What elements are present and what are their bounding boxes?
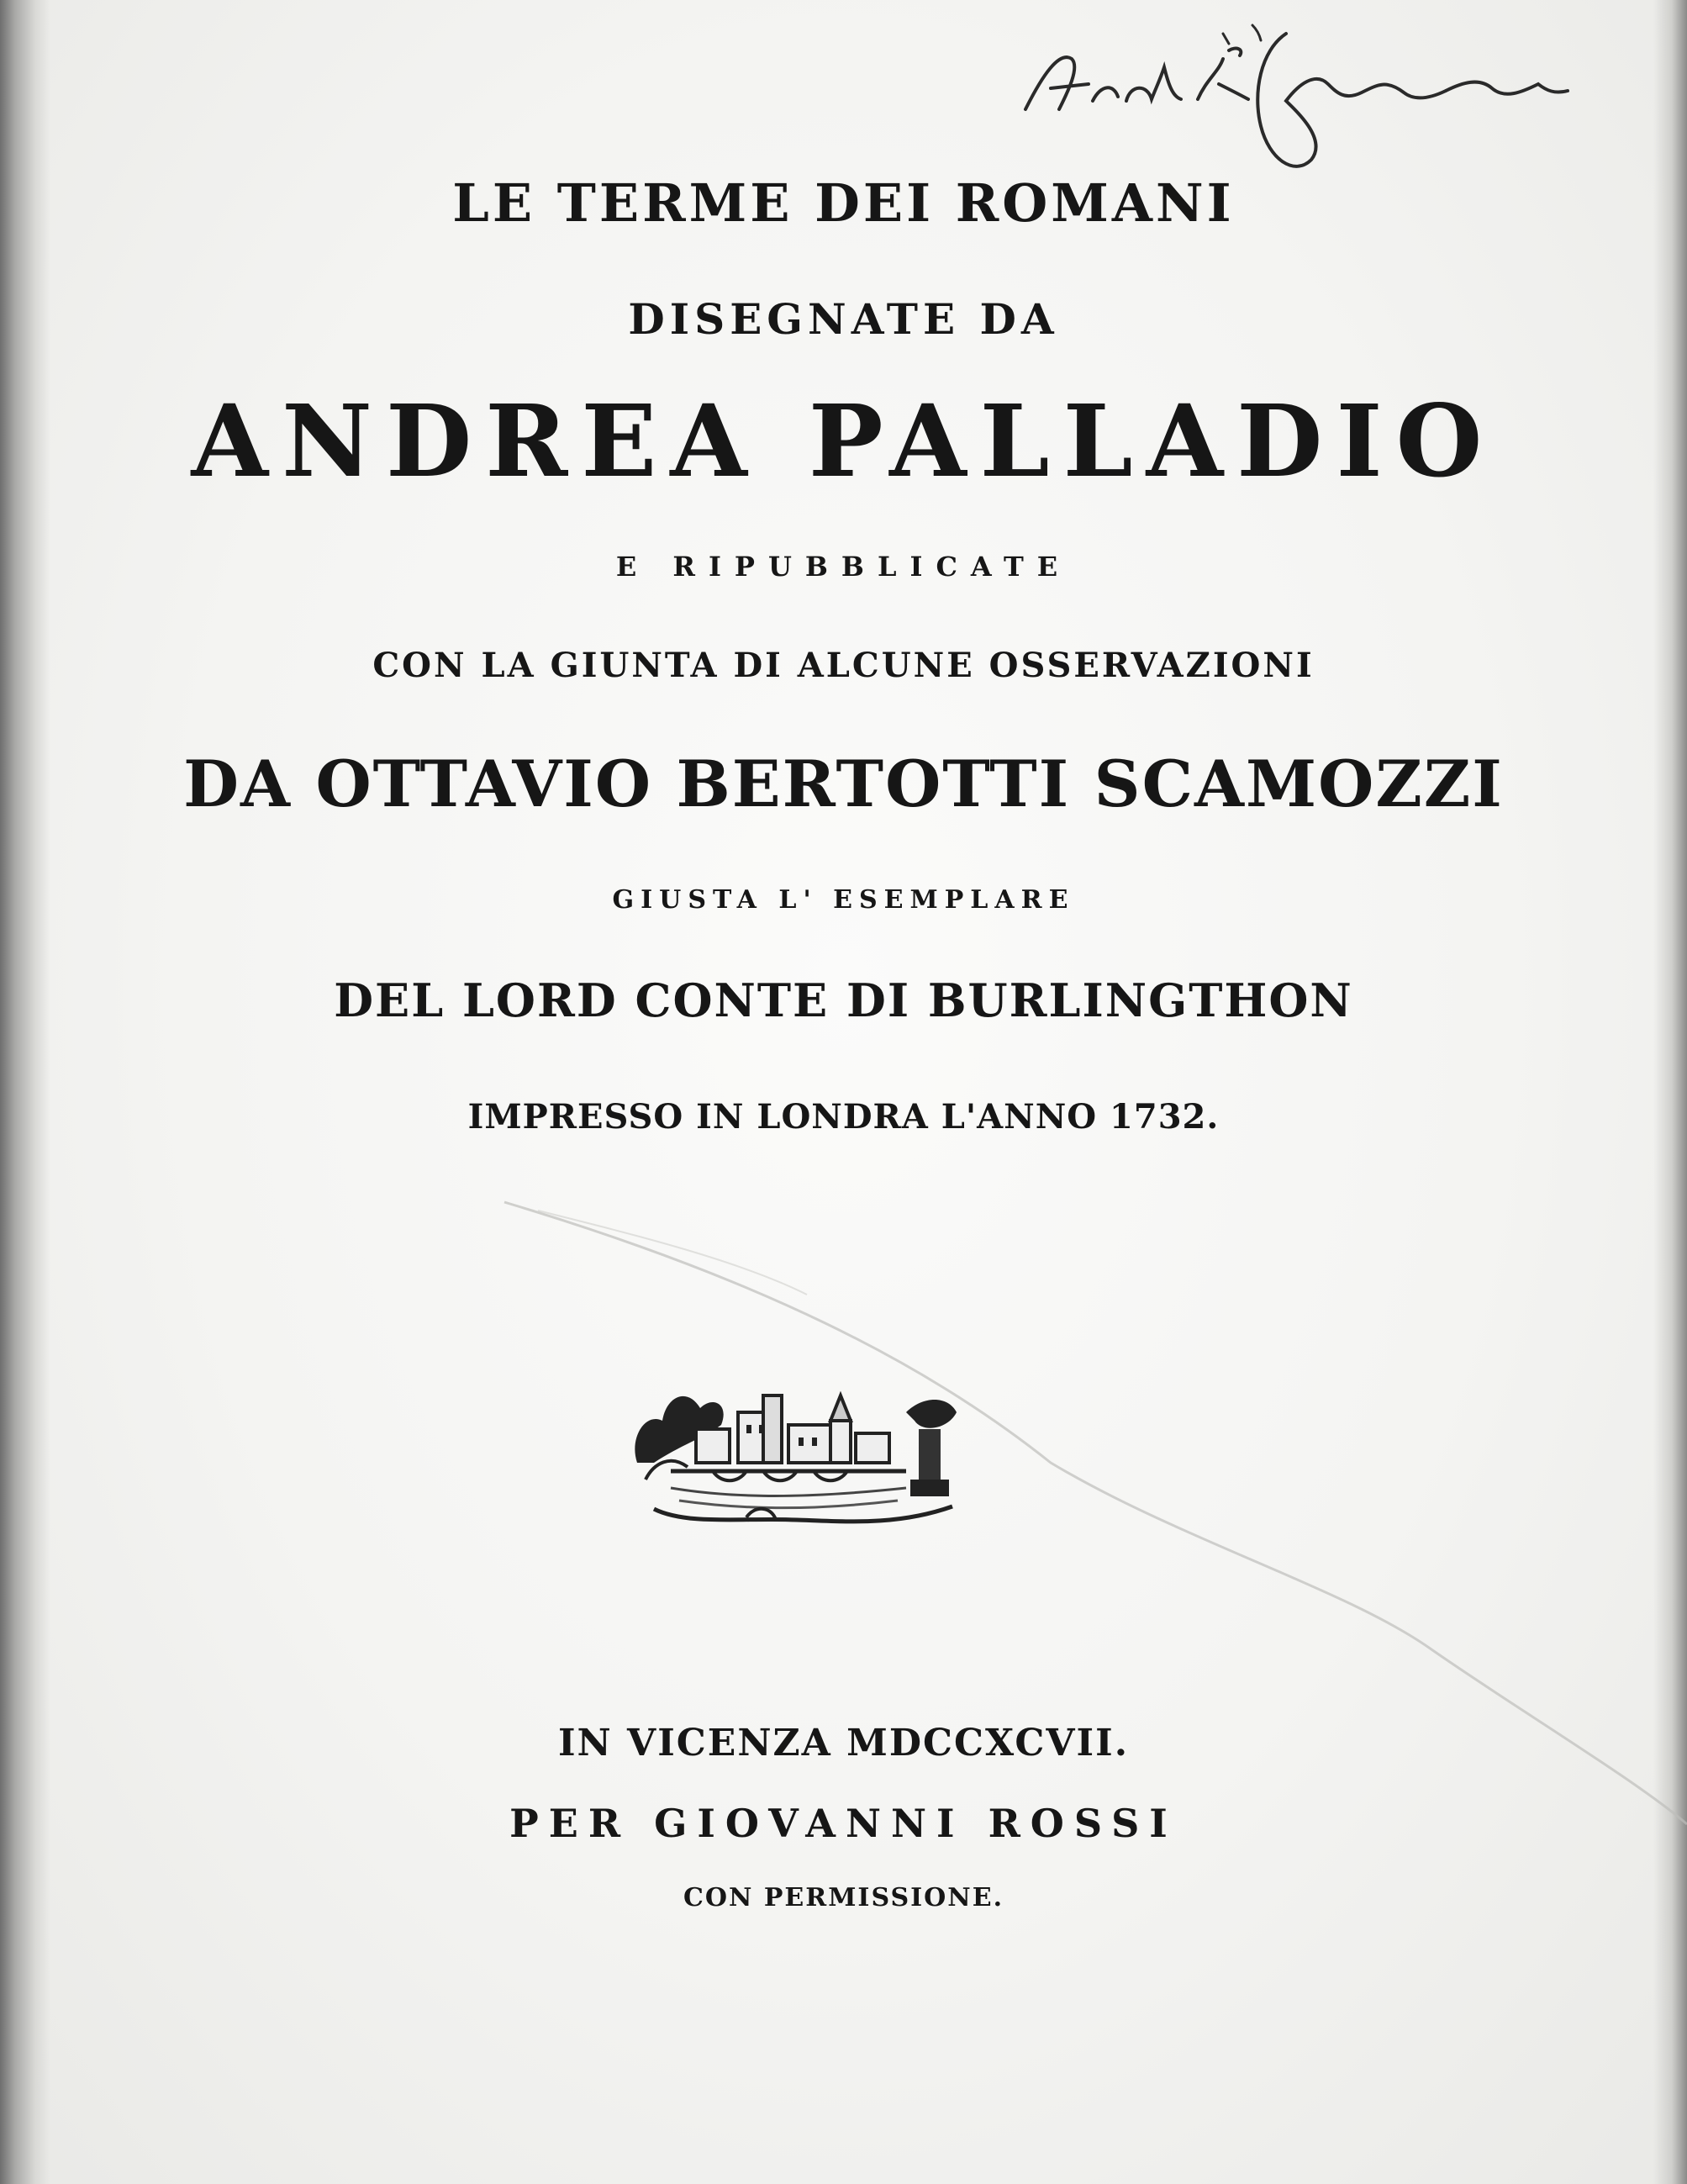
title-line-4: E RIPUBBLICATE	[615, 551, 1072, 583]
title-line-8: DEL LORD CONTE DI BURLINGTHON	[334, 973, 1353, 1027]
imprint-city-year: IN VICENZA MDCCXCVII.	[557, 1722, 1130, 1765]
title-line-9: IMPRESSO IN LONDRA L'ANNO 1732.	[467, 1097, 1220, 1137]
imprint-publisher: PER GIOVANNI ROSSI	[509, 1801, 1178, 1846]
title-line-2: DISEGNATE DA	[628, 294, 1059, 344]
handwritten-signature	[1009, 0, 1580, 193]
editor-name: DA OTTAVIO BERTOTTI SCAMOZZI	[183, 746, 1504, 821]
title-line-5: CON LA GIUNTA DI ALCUNE OSSERVAZIONI	[372, 646, 1315, 685]
woodcut-vignette-icon	[620, 1362, 973, 1530]
title-line-7: GIUSTA L' ESEMPLARE	[612, 885, 1075, 915]
author-name: ANDREA PALLADIO	[191, 382, 1496, 499]
title-line-1: LE TERME DEI ROMANI	[452, 172, 1235, 234]
imprint-permission: CON PERMISSIONE.	[683, 1883, 1004, 1912]
